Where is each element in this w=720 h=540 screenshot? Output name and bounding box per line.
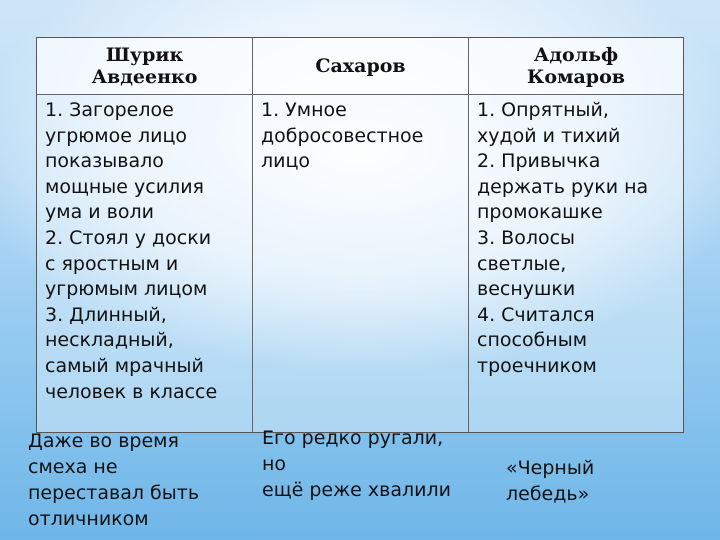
trait-line: худой и тихий: [477, 124, 621, 147]
cell-avdeenko-traits: [37, 95, 253, 432]
trait-line: промокашке: [477, 201, 603, 224]
header-komarov-line-2: Комаров: [527, 66, 625, 88]
note-line: отличником: [28, 508, 149, 530]
trait-line: человек в классе: [45, 380, 218, 403]
trait-line: светлые,: [477, 252, 567, 275]
note-sakharov: [262, 425, 451, 503]
trait-line: 2. Стоял у доски: [45, 226, 212, 249]
header-avdeenko-line-2: Авдеенко: [91, 66, 198, 88]
trait-line: 2. Привычка: [477, 150, 601, 173]
note-line: Даже во время: [28, 430, 179, 452]
header-sakharov: [253, 38, 469, 95]
note-line: лебедь»: [506, 483, 590, 505]
note-avdeenko: [28, 428, 199, 532]
trait-line: 3. Длинный,: [45, 303, 167, 326]
trait-line: троечником: [477, 354, 597, 377]
note-line: но: [262, 453, 287, 475]
header-avdeenko: [37, 38, 253, 95]
note-komarov: [506, 455, 594, 507]
trait-line: с яростным и: [45, 252, 179, 275]
trait-line: способным: [477, 329, 588, 352]
note-line: смеха не: [28, 456, 118, 478]
trait-line: лицо: [261, 150, 311, 173]
trait-line: добросовестное: [261, 124, 424, 147]
trait-line: 1. Опрятный,: [477, 99, 609, 121]
note-line: переставал быть: [28, 482, 200, 504]
trait-line: показывало: [45, 150, 164, 173]
cell-sakharov-traits: [253, 95, 469, 432]
trait-line: нескладный,: [45, 329, 174, 352]
note-line: «Черный: [506, 457, 595, 479]
trait-line: ума и воли: [45, 201, 154, 224]
trait-line: 3. Волосы: [477, 226, 576, 249]
trait-line: держать руки на: [477, 175, 649, 198]
trait-line: угрюмое лицо: [45, 124, 188, 147]
note-line: ещё реже хвалили: [262, 479, 451, 501]
note-line: Его редко ругали,: [262, 427, 444, 449]
characters-table: [36, 37, 684, 433]
trait-line: 1. Умное: [261, 99, 347, 121]
trait-line: 1. Загорелое: [45, 99, 174, 121]
header-avdeenko-line-1: Шурик: [105, 44, 184, 66]
trait-line: самый мрачный: [45, 354, 204, 377]
cell-komarov-traits: [469, 95, 683, 432]
header-sakharov-line-1: Сахаров: [315, 55, 406, 77]
trait-line: веснушки: [477, 278, 576, 301]
trait-line: 4. Считался: [477, 303, 595, 326]
trait-line: угрюмым лицом: [45, 278, 208, 301]
header-komarov-line-1: Адольф: [533, 44, 619, 66]
header-komarov: [469, 38, 683, 95]
trait-line: мощные усилия: [45, 175, 204, 198]
